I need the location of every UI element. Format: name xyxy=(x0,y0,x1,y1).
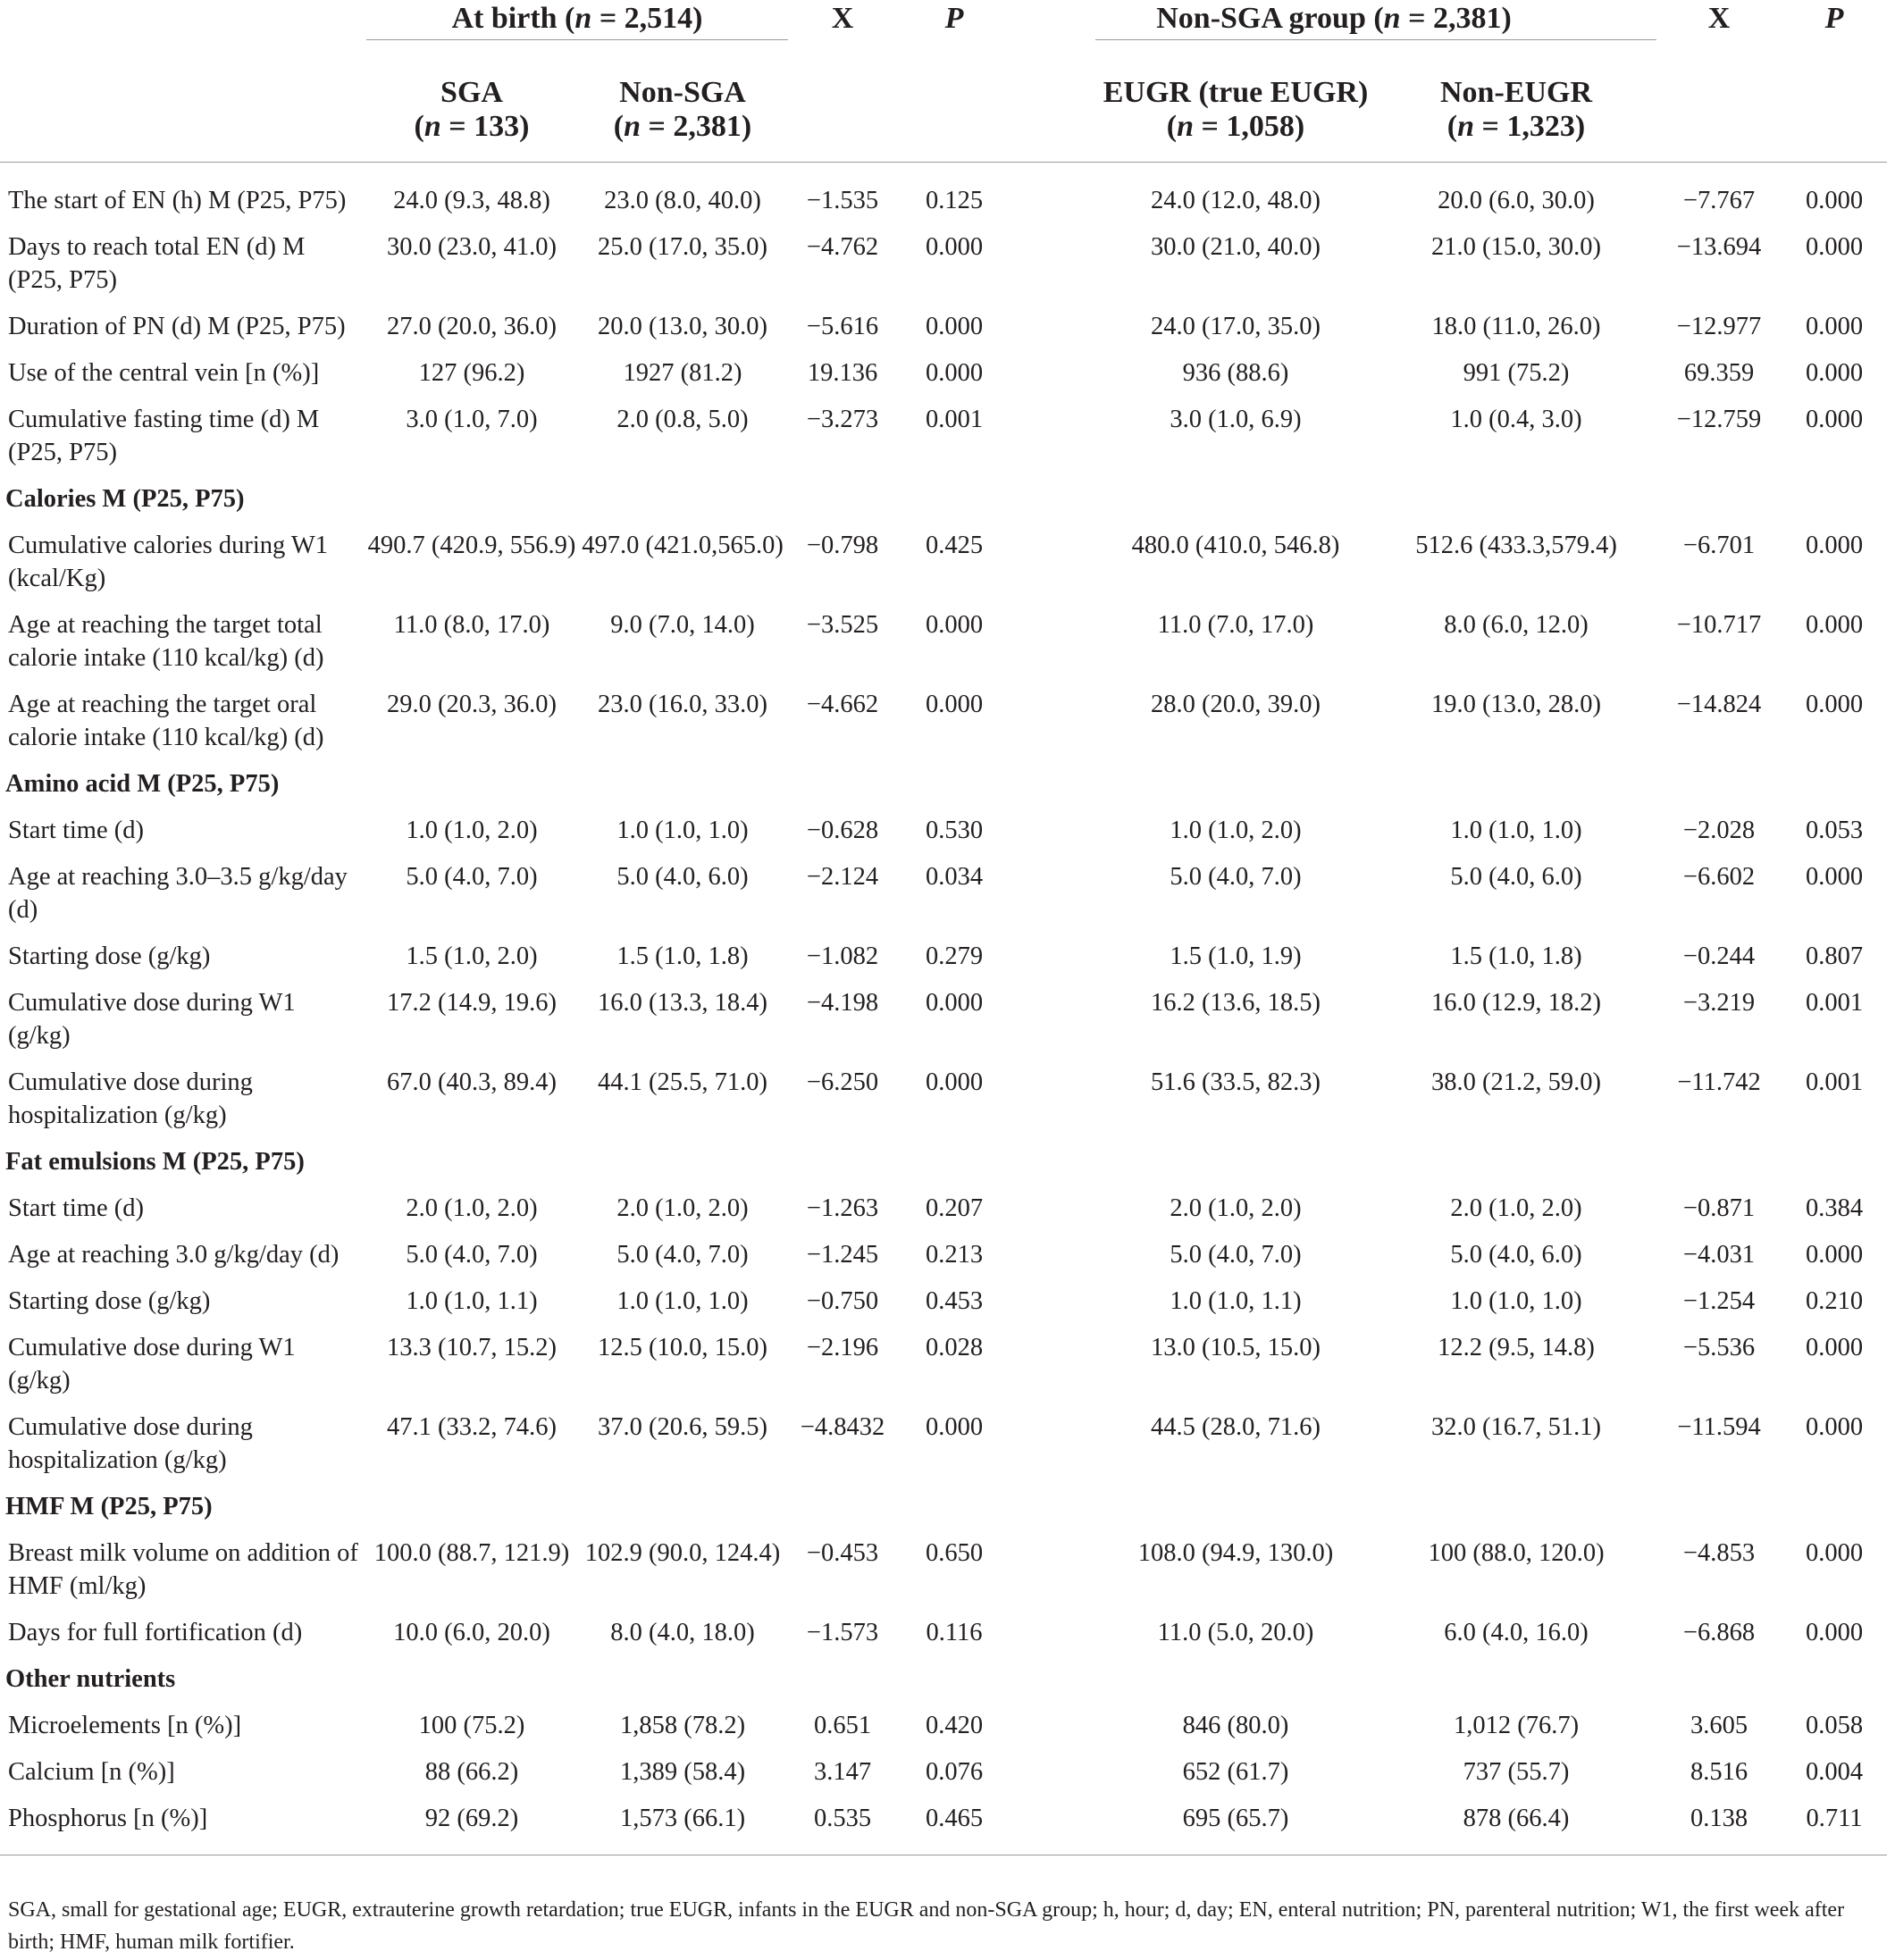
cell-non-eugr: 18.0 (11.0, 26.0) xyxy=(1431,313,1601,340)
cell-p-nonsga: 0.000 xyxy=(1805,406,1864,433)
cell-non-sga: 12.5 (10.0, 15.0) xyxy=(598,1334,767,1361)
cell-non-sga: 44.1 (25.5, 71.0) xyxy=(598,1068,767,1096)
cell-x-nonsga: −12.759 xyxy=(1676,406,1762,433)
cell-p-birth: 0.001 xyxy=(925,406,984,433)
cell-non-eugr: 5.0 (4.0, 6.0) xyxy=(1450,863,1582,891)
cell-eugr: 24.0 (12.0, 48.0) xyxy=(1151,187,1321,214)
cell-non-eugr: 16.0 (12.9, 18.2) xyxy=(1431,989,1602,1017)
cell-sga: 27.0 (20.0, 36.0) xyxy=(387,313,557,340)
cell-eugr: 652 (61.7) xyxy=(1182,1758,1289,1786)
table-row xyxy=(0,1616,1887,1663)
cell-non-sga: 8.0 (4.0, 18.0) xyxy=(610,1619,755,1646)
cell-non-sga: 23.0 (16.0, 33.0) xyxy=(598,691,767,718)
cell-p-birth: 0.000 xyxy=(925,359,984,387)
cell-x-birth: −1.263 xyxy=(806,1194,879,1222)
cell-p-birth: 0.420 xyxy=(925,1712,984,1739)
gap-cell xyxy=(1011,163,1095,231)
cell-non-eugr: 512.6 (433.3,579.4) xyxy=(1415,532,1617,559)
cell-x-birth: −1.573 xyxy=(806,1619,879,1646)
row-label: Days to reach total EN (d) M (P25, P75) xyxy=(8,233,306,294)
row-label: Age at reaching 3.0 g/kg/day (d) xyxy=(8,1241,340,1269)
cell-sga: 11.0 (8.0, 17.0) xyxy=(393,611,550,639)
cell-x-birth: −4.8432 xyxy=(800,1413,885,1441)
gap-cell xyxy=(1011,986,1095,1066)
row-label: Age at reaching the target total calorie intake (110 kcal/kg) (d) xyxy=(8,611,324,672)
table-footnote: SGA, small for gestational age; EUGR, extrauterine growth retardation; true EUGR, infants in the EUGR and non-SGA group; h, hour; d, day; EN, enteral nutrition; PN, parenteral nutrition; W1, the first week after birth; HMF, human milk fortifier. xyxy=(8,1898,1845,1954)
cell-non-eugr: 1.0 (1.0, 1.0) xyxy=(1450,817,1582,844)
table-row xyxy=(0,986,1887,1066)
cell-p-birth: 0.650 xyxy=(925,1539,984,1567)
cell-x-nonsga: −4.853 xyxy=(1682,1539,1756,1567)
row-label: Cumulative dose during W1 (g/kg) xyxy=(8,989,296,1050)
at-birth-span-rule xyxy=(366,40,788,50)
cell-x-birth: 0.535 xyxy=(788,1802,897,1855)
cell-p-nonsga: 0.000 xyxy=(1805,1334,1864,1361)
cell-x-nonsga: −10.717 xyxy=(1676,611,1762,639)
cell-p-nonsga: 0.000 xyxy=(1805,611,1864,639)
cell-x-nonsga: −6.868 xyxy=(1682,1619,1756,1646)
cell-non-sga: 5.0 (4.0, 7.0) xyxy=(616,1241,749,1269)
cell-non-eugr: 1,012 (76.7) xyxy=(1453,1712,1580,1739)
table-row xyxy=(0,940,1887,986)
gap-cell xyxy=(1011,1411,1095,1490)
cell-eugr: 936 (88.6) xyxy=(1182,359,1289,387)
cell-sga: 2.0 (1.0, 2.0) xyxy=(406,1194,538,1222)
cell-non-sga: 1,858 (78.2) xyxy=(619,1712,746,1739)
row-label: Phosphorus [n (%)] xyxy=(0,1802,366,1855)
cell-x-birth: −4.662 xyxy=(806,691,879,718)
table-row xyxy=(0,860,1887,940)
cell-eugr: 24.0 (17.0, 35.0) xyxy=(1151,313,1321,340)
table-row xyxy=(0,310,1887,356)
gap-cell xyxy=(1011,1755,1095,1802)
cell-sga: 5.0 (4.0, 7.0) xyxy=(406,1241,538,1269)
cell-x-nonsga: −2.028 xyxy=(1682,817,1756,844)
gap-cell xyxy=(1011,1238,1095,1285)
cell-sga: 67.0 (40.3, 89.4) xyxy=(387,1068,557,1096)
cell-x-nonsga: −12.977 xyxy=(1676,313,1762,340)
table-row xyxy=(0,1411,1887,1490)
cell-non-sga: 2.0 (0.8, 5.0) xyxy=(616,406,749,433)
cell-p-birth: 0.207 xyxy=(925,1194,984,1222)
row-label: Age at reaching 3.0–3.5 g/kg/day (d) xyxy=(8,863,348,924)
row-label: Calcium [n (%)] xyxy=(8,1758,175,1786)
gap-cell xyxy=(1011,1285,1095,1331)
cell-x-nonsga: −5.536 xyxy=(1682,1334,1756,1361)
cell-non-sga: 1.0 (1.0, 1.0) xyxy=(616,817,749,844)
cell-p-nonsga: 0.000 xyxy=(1805,1619,1864,1646)
cell-p-nonsga: 0.000 xyxy=(1805,1413,1864,1441)
table-row xyxy=(0,403,1887,482)
section-header-row xyxy=(0,1490,1887,1537)
cell-x-birth: −5.616 xyxy=(806,313,879,340)
cell-non-eugr: 1.5 (1.0, 1.8) xyxy=(1450,942,1582,970)
cell-x-birth: −6.250 xyxy=(806,1068,879,1096)
cell-sga: 92 (69.2) xyxy=(366,1802,577,1855)
non-sga-group-title: Non-SGA group (n = 2,381) xyxy=(1156,2,1512,35)
cell-p-birth: 0.279 xyxy=(925,942,984,970)
cell-non-eugr: 6.0 (4.0, 16.0) xyxy=(1444,1619,1589,1646)
row-label: The start of EN (h) M (P25, P75) xyxy=(8,187,347,214)
cell-x-birth: −1.245 xyxy=(806,1241,879,1269)
cell-p-birth: 0.000 xyxy=(925,611,984,639)
cell-p-birth: 0.213 xyxy=(925,1241,984,1269)
table-row xyxy=(0,1238,1887,1285)
cell-eugr: 1.5 (1.0, 1.9) xyxy=(1170,942,1302,970)
cell-non-sga: 102.9 (90.0, 124.4) xyxy=(584,1539,781,1567)
cell-non-sga: 25.0 (17.0, 35.0) xyxy=(598,233,767,261)
cell-eugr: 5.0 (4.0, 7.0) xyxy=(1170,1241,1302,1269)
cell-x-birth: −4.762 xyxy=(806,233,879,261)
table-row xyxy=(0,1802,1887,1855)
cell-x-nonsga: −6.602 xyxy=(1682,863,1756,891)
cell-p-birth: 0.034 xyxy=(925,863,984,891)
section-label: Amino acid M (P25, P75) xyxy=(5,770,280,798)
cell-p-birth: 0.425 xyxy=(925,532,984,559)
table-row xyxy=(0,356,1887,403)
cell-p-birth: 0.000 xyxy=(925,233,984,261)
cell-p-nonsga: 0.000 xyxy=(1805,532,1864,559)
cell-eugr: 2.0 (1.0, 2.0) xyxy=(1170,1194,1302,1222)
cell-eugr: 51.6 (33.5, 82.3) xyxy=(1151,1068,1321,1096)
cell-p-nonsga: 0.000 xyxy=(1805,233,1864,261)
cell-non-sga: 9.0 (7.0, 14.0) xyxy=(610,611,755,639)
cell-non-eugr: 737 (55.7) xyxy=(1463,1758,1570,1786)
cell-non-eugr: 1.0 (0.4, 3.0) xyxy=(1450,406,1582,433)
table-row xyxy=(0,1192,1887,1238)
table-row xyxy=(0,608,1887,688)
cell-x-nonsga: −14.824 xyxy=(1676,691,1762,718)
gap-cell xyxy=(1011,1331,1095,1411)
col-non-eugr-header: Non-EUGR (n = 1,323) xyxy=(1376,49,1656,163)
table-row xyxy=(0,529,1887,608)
table-row xyxy=(0,1066,1887,1145)
cell-x-nonsga: 69.359 xyxy=(1683,359,1755,387)
gap-cell xyxy=(1011,1802,1095,1855)
cell-eugr: 1.0 (1.0, 2.0) xyxy=(1170,817,1302,844)
cell-non-sga: 5.0 (4.0, 6.0) xyxy=(616,863,749,891)
cell-non-sga: 37.0 (20.6, 59.5) xyxy=(598,1413,767,1441)
row-label: Use of the central vein [n (%)] xyxy=(8,359,320,387)
row-label: Cumulative dose during W1 (g/kg) xyxy=(8,1334,296,1395)
group-span-lines xyxy=(0,40,1887,50)
x-header-2: X xyxy=(1707,2,1731,35)
row-label: Microelements [n (%)] xyxy=(8,1712,242,1739)
cell-p-birth: 0.000 xyxy=(925,691,984,718)
cell-p-nonsga: 0.000 xyxy=(1805,691,1864,718)
gap-cell xyxy=(1011,1192,1095,1238)
cell-p-nonsga: 0.053 xyxy=(1805,817,1864,844)
cell-p-nonsga: 0.210 xyxy=(1805,1287,1864,1315)
cell-x-nonsga: −6.701 xyxy=(1682,532,1756,559)
cell-sga: 100.0 (88.7, 121.9) xyxy=(373,1539,570,1567)
cell-non-eugr: 38.0 (21.2, 59.0) xyxy=(1431,1068,1602,1096)
cell-p-nonsga: 0.384 xyxy=(1805,1194,1864,1222)
cell-eugr: 480.0 (410.0, 546.8) xyxy=(1131,532,1340,559)
cell-p-birth: 0.000 xyxy=(925,1413,984,1441)
cell-x-birth: 0.651 xyxy=(813,1712,872,1739)
cell-x-nonsga: 8.516 xyxy=(1690,1758,1748,1786)
section-label: Other nutrients xyxy=(5,1665,176,1693)
cell-p-birth: 0.000 xyxy=(925,989,984,1017)
section-label: HMF M (P25, P75) xyxy=(5,1493,213,1520)
table-row xyxy=(0,1285,1887,1331)
table-row xyxy=(0,230,1887,310)
gap-cell xyxy=(1011,1616,1095,1663)
cell-non-eugr: 32.0 (16.7, 51.1) xyxy=(1431,1413,1602,1441)
cell-p-birth: 0.465 xyxy=(897,1802,1011,1855)
row-label: Age at reaching the target oral calorie intake (110 kcal/kg) (d) xyxy=(8,691,324,751)
col-eugr-header: EUGR (true EUGR) (n = 1,058) xyxy=(1095,49,1376,163)
cell-sga: 3.0 (1.0, 7.0) xyxy=(406,406,538,433)
cell-x-birth: −1.535 xyxy=(806,187,879,214)
row-label: Cumulative fasting time (d) M (P25, P75) xyxy=(8,406,320,466)
gap-cell xyxy=(1011,230,1095,310)
group-header-row xyxy=(0,0,1887,40)
table-row xyxy=(0,1537,1887,1616)
cell-p-birth: 0.000 xyxy=(925,1068,984,1096)
cell-p-birth: 0.000 xyxy=(925,313,984,340)
cell-non-eugr: 20.0 (6.0, 30.0) xyxy=(1438,187,1595,214)
row-label: Cumulative dose during hospitalization (g/kg) xyxy=(8,1068,253,1129)
cell-non-sga: 1.0 (1.0, 1.0) xyxy=(616,1287,749,1315)
row-label: Cumulative dose during hospitalization (g/kg) xyxy=(8,1413,253,1474)
cell-sga: 88 (66.2) xyxy=(424,1758,519,1786)
cell-eugr: 13.0 (10.5, 15.0) xyxy=(1151,1334,1321,1361)
cell-p-nonsga: 0.807 xyxy=(1805,942,1864,970)
gap-cell xyxy=(1011,1537,1095,1616)
gap-cell xyxy=(1011,688,1095,767)
cell-sga: 13.3 (10.7, 15.2) xyxy=(387,1334,557,1361)
at-birth-group-title: At birth (n = 2,514) xyxy=(451,2,703,35)
table-row xyxy=(0,814,1887,860)
cell-eugr: 16.2 (13.6, 18.5) xyxy=(1151,989,1321,1017)
cell-non-eugr: 5.0 (4.0, 6.0) xyxy=(1450,1241,1582,1269)
section-header-row xyxy=(0,1663,1887,1709)
cell-x-birth: 3.147 xyxy=(813,1758,872,1786)
gap-cell xyxy=(1011,940,1095,986)
section-header-row xyxy=(0,482,1887,529)
x-header-1: X xyxy=(831,2,854,35)
cell-eugr: 11.0 (7.0, 17.0) xyxy=(1157,611,1314,639)
p-header-2: P xyxy=(1824,2,1844,35)
cell-sga: 1.0 (1.0, 2.0) xyxy=(406,817,538,844)
table-row xyxy=(0,1331,1887,1411)
cell-non-sga: 497.0 (421.0,565.0) xyxy=(582,532,784,559)
cell-non-eugr: 1.0 (1.0, 1.0) xyxy=(1450,1287,1582,1315)
row-label: Cumulative calories during W1 (kcal/Kg) xyxy=(8,532,329,592)
cell-non-eugr: 21.0 (15.0, 30.0) xyxy=(1431,233,1602,261)
cell-x-nonsga: −0.871 xyxy=(1682,1194,1756,1222)
cell-p-nonsga: 0.000 xyxy=(1805,863,1864,891)
cell-p-birth: 0.125 xyxy=(925,187,984,214)
cell-non-sga: 1927 (81.2) xyxy=(623,359,742,387)
cell-p-nonsga: 0.000 xyxy=(1805,1539,1864,1567)
cell-non-eugr: 100 (88.0, 120.0) xyxy=(1428,1539,1605,1567)
cell-p-nonsga: 0.058 xyxy=(1805,1712,1864,1739)
cell-non-sga: 20.0 (13.0, 30.0) xyxy=(598,313,767,340)
blank-header xyxy=(0,0,366,40)
row-label: Start time (d) xyxy=(8,1194,144,1222)
cell-x-birth: −0.750 xyxy=(806,1287,879,1315)
cell-x-birth: −0.798 xyxy=(806,532,879,559)
cell-x-nonsga: −11.742 xyxy=(1677,1068,1761,1096)
cell-non-eugr: 8.0 (6.0, 12.0) xyxy=(1444,611,1589,639)
gap-cell xyxy=(1011,529,1095,608)
cell-sga: 127 (96.2) xyxy=(418,359,525,387)
cell-eugr: 5.0 (4.0, 7.0) xyxy=(1170,863,1302,891)
row-label: Starting dose (g/kg) xyxy=(8,942,211,970)
table-row xyxy=(0,1755,1887,1802)
cell-x-birth: −4.198 xyxy=(806,989,879,1017)
cell-non-sga: 1,573 (66.1) xyxy=(577,1802,788,1855)
cell-sga: 47.1 (33.2, 74.6) xyxy=(387,1413,557,1441)
cell-eugr: 30.0 (21.0, 40.0) xyxy=(1151,233,1321,261)
cell-x-birth: −1.082 xyxy=(806,942,879,970)
cell-p-birth: 0.530 xyxy=(925,817,984,844)
cell-eugr: 846 (80.0) xyxy=(1182,1712,1289,1739)
table-row xyxy=(0,163,1887,231)
cell-non-sga: 1,389 (58.4) xyxy=(619,1758,746,1786)
cell-non-sga: 16.0 (13.3, 18.4) xyxy=(598,989,767,1017)
table-row xyxy=(0,688,1887,767)
cell-x-nonsga: −11.594 xyxy=(1677,1413,1761,1441)
cell-x-nonsga: 3.605 xyxy=(1690,1712,1748,1739)
cell-non-eugr: 991 (75.2) xyxy=(1463,359,1570,387)
cell-eugr: 11.0 (5.0, 20.0) xyxy=(1157,1619,1314,1646)
cell-sga: 1.5 (1.0, 2.0) xyxy=(406,942,538,970)
cell-p-nonsga: 0.001 xyxy=(1805,1068,1864,1096)
section-header-row xyxy=(0,1145,1887,1192)
gap-cell xyxy=(1011,403,1095,482)
cell-x-birth: −2.196 xyxy=(806,1334,879,1361)
row-label: Breast milk volume on addition of HMF (ml/kg) xyxy=(8,1539,358,1600)
cell-x-nonsga: −3.219 xyxy=(1682,989,1756,1017)
cell-sga: 1.0 (1.0, 1.1) xyxy=(406,1287,538,1315)
row-label: Duration of PN (d) M (P25, P75) xyxy=(8,313,346,340)
cell-x-birth: −2.124 xyxy=(806,863,879,891)
cell-sga: 30.0 (23.0, 41.0) xyxy=(387,233,557,261)
non-sga-span-rule xyxy=(1095,40,1656,50)
gap-cell xyxy=(1011,608,1095,688)
cell-eugr: 28.0 (20.0, 39.0) xyxy=(1151,691,1321,718)
row-label: Start time (d) xyxy=(8,817,144,844)
cell-x-birth: −3.525 xyxy=(806,611,879,639)
col-sga-header: SGA (n = 133) xyxy=(366,49,577,163)
cell-sga: 17.2 (14.9, 19.6) xyxy=(387,989,557,1017)
cell-x-birth: −0.453 xyxy=(806,1539,879,1567)
row-label: Starting dose (g/kg) xyxy=(8,1287,211,1315)
cell-eugr: 3.0 (1.0, 6.9) xyxy=(1170,406,1302,433)
cell-non-eugr: 19.0 (13.0, 28.0) xyxy=(1431,691,1602,718)
cell-non-sga: 1.5 (1.0, 1.8) xyxy=(616,942,749,970)
row-label: Days for full fortification (d) xyxy=(8,1619,303,1646)
cell-p-nonsga: 0.711 xyxy=(1782,1802,1887,1855)
cell-p-nonsga: 0.004 xyxy=(1805,1758,1864,1786)
section-label: Fat emulsions M (P25, P75) xyxy=(5,1148,305,1176)
cell-x-birth: −3.273 xyxy=(806,406,879,433)
cell-x-birth: 19.136 xyxy=(807,359,878,387)
cell-eugr: 695 (65.7) xyxy=(1095,1802,1376,1855)
cell-non-eugr: 12.2 (9.5, 14.8) xyxy=(1438,1334,1595,1361)
p-header-1: P xyxy=(944,2,964,35)
cell-x-nonsga: −4.031 xyxy=(1682,1241,1756,1269)
cell-p-nonsga: 0.000 xyxy=(1805,313,1864,340)
cell-sga: 10.0 (6.0, 20.0) xyxy=(393,1619,550,1646)
cell-eugr: 44.5 (28.0, 71.6) xyxy=(1151,1413,1321,1441)
cell-sga: 100 (75.2) xyxy=(418,1712,525,1739)
gap-cell xyxy=(1011,1066,1095,1145)
gap-cell xyxy=(1011,310,1095,356)
col-non-sga-header: Non-SGA (n = 2,381) xyxy=(577,49,788,163)
cell-non-sga: 2.0 (1.0, 2.0) xyxy=(616,1194,749,1222)
cell-non-sga: 23.0 (8.0, 40.0) xyxy=(604,187,761,214)
cell-p-birth: 0.116 xyxy=(926,1619,983,1646)
table-row xyxy=(0,1709,1887,1755)
cell-p-nonsga: 0.001 xyxy=(1805,989,1864,1017)
cell-eugr: 1.0 (1.0, 1.1) xyxy=(1170,1287,1302,1315)
section-header-row xyxy=(0,767,1887,814)
cell-non-eugr: 878 (66.4) xyxy=(1376,1802,1656,1855)
cell-p-nonsga: 0.000 xyxy=(1805,1241,1864,1269)
cell-p-nonsga: 0.000 xyxy=(1805,359,1864,387)
cell-sga: 29.0 (20.3, 36.0) xyxy=(387,691,557,718)
cell-x-nonsga: −13.694 xyxy=(1676,233,1762,261)
gap-cell xyxy=(1011,814,1095,860)
cell-sga: 24.0 (9.3, 48.8) xyxy=(393,187,550,214)
gap-cell xyxy=(1011,356,1095,403)
cell-x-nonsga: −1.254 xyxy=(1682,1287,1756,1315)
cell-eugr: 108.0 (94.9, 130.0) xyxy=(1137,1539,1334,1567)
cell-p-birth: 0.028 xyxy=(925,1334,984,1361)
cell-p-birth: 0.076 xyxy=(925,1758,984,1786)
cell-x-nonsga: 0.138 xyxy=(1656,1802,1782,1855)
cell-sga: 5.0 (4.0, 7.0) xyxy=(406,863,538,891)
section-label: Calories M (P25, P75) xyxy=(5,485,245,513)
cell-x-nonsga: −0.244 xyxy=(1682,942,1756,970)
table-body xyxy=(0,163,1887,1855)
cell-x-nonsga: −7.767 xyxy=(1682,187,1756,214)
cell-p-birth: 0.453 xyxy=(925,1287,984,1315)
cell-non-eugr: 2.0 (1.0, 2.0) xyxy=(1450,1194,1582,1222)
gap-cell xyxy=(1011,1709,1095,1755)
cell-sga: 490.7 (420.9, 556.9) xyxy=(367,532,576,559)
gap-cell xyxy=(1011,860,1095,940)
column-header-row xyxy=(0,49,1887,163)
cell-p-nonsga: 0.000 xyxy=(1805,187,1864,214)
cell-x-birth: −0.628 xyxy=(806,817,879,844)
